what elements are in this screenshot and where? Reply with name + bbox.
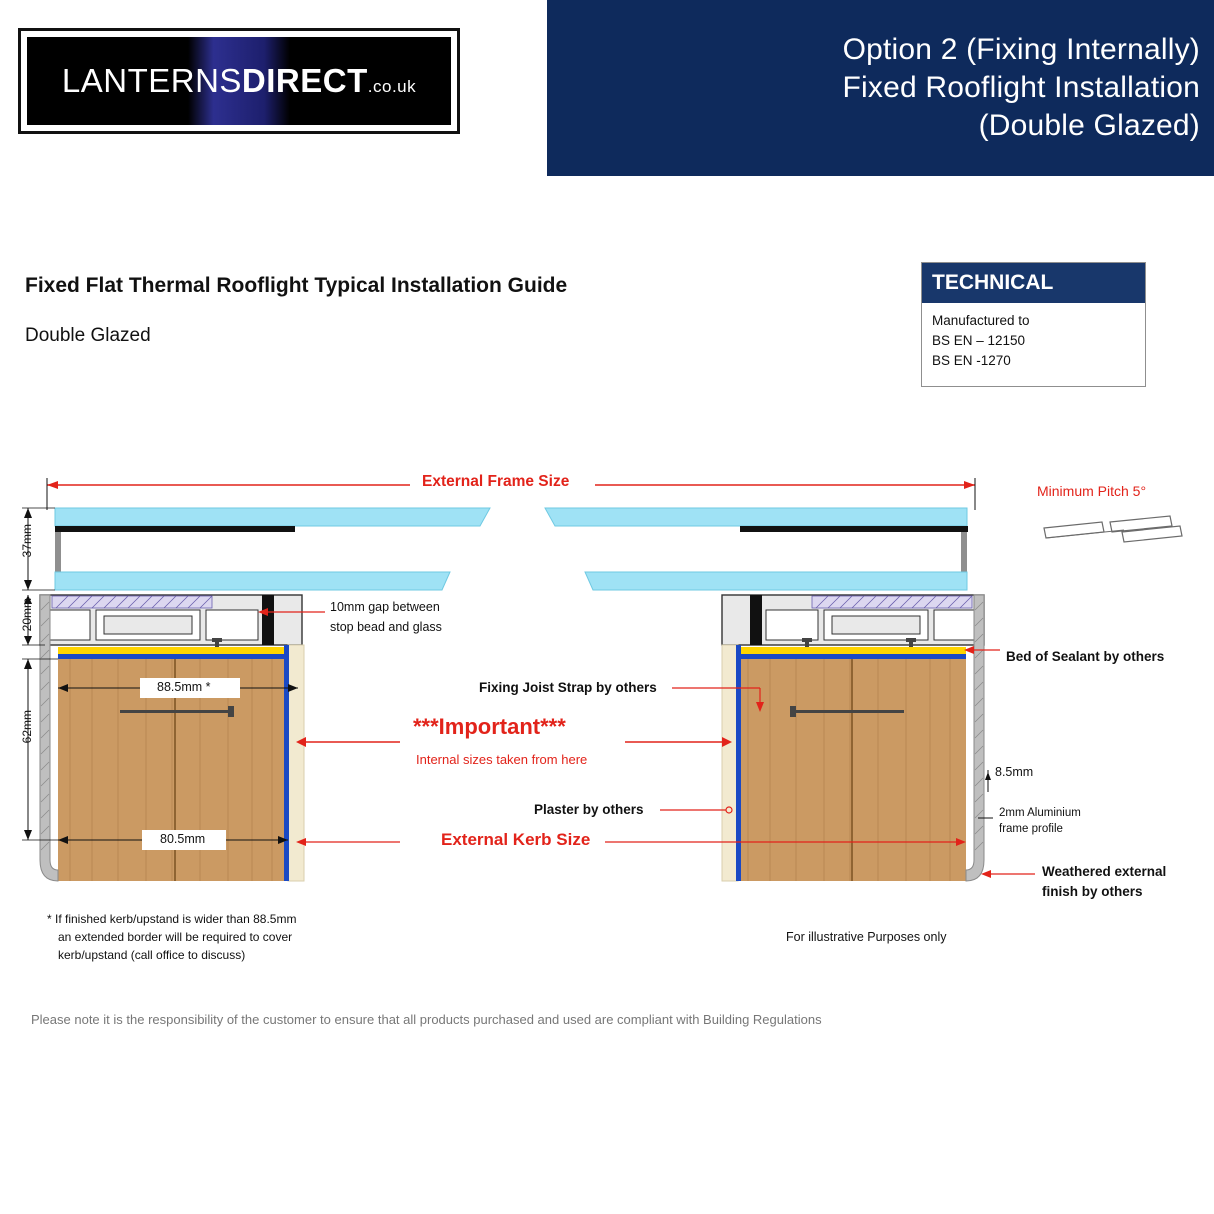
label-weathered-line1: Weathered external <box>1042 864 1167 879</box>
brand-logo <box>18 28 460 134</box>
header-title-bar <box>547 0 1214 176</box>
header-title-line-1: Option 2 (Fixing Internally) <box>842 33 1200 66</box>
kerb-footnote <box>47 910 296 964</box>
page-subtitle: Double Glazed <box>25 325 151 346</box>
technical-line-3: BS EN -1270 <box>932 353 1011 368</box>
label-fixing-joist-strap: Fixing Joist Strap by others <box>479 680 657 695</box>
header-title-line-2: Fixed Rooflight Installation <box>842 71 1200 104</box>
kerb-footnote-line-1: * If finished kerb/upstand is wider than 88.5mm <box>47 912 297 926</box>
label-weathered-line2: finish by others <box>1042 884 1143 899</box>
label-important-subtitle: Internal sizes taken from here <box>416 752 588 767</box>
dim-8-5mm: 8.5mm <box>995 765 1034 779</box>
dim-20mm: 20mm <box>20 598 34 632</box>
label-alu-profile-line2: frame profile <box>999 823 1063 835</box>
label-minimum-pitch: Minimum Pitch 5° <box>1037 483 1147 499</box>
technical-line-2: BS EN – 12150 <box>932 333 1026 348</box>
illustrative-note: For illustrative Purposes only <box>786 930 947 944</box>
brand-logo-inner <box>27 37 451 125</box>
technical-box <box>921 262 1146 387</box>
dim-37mm: 37mm <box>20 524 34 558</box>
diagram-svg <box>0 440 1214 960</box>
technical-line-1: Manufactured to <box>932 313 1030 328</box>
label-alu-profile-line1: 2mm Aluminium <box>999 807 1081 819</box>
label-gap-note-line1: 10mm gap between <box>330 600 440 614</box>
label-gap-note-line2: stop bead and glass <box>330 620 442 634</box>
label-bed-of-sealant: Bed of Sealant by others <box>1006 649 1165 664</box>
brand-logo-text <box>62 62 416 100</box>
page-title: Fixed Flat Thermal Rooflight Typical Installation Guide <box>25 274 568 297</box>
dim-62mm: 62mm <box>20 710 34 744</box>
technical-body <box>922 303 1145 379</box>
kerb-footnote-line-3: kerb/upstand (call office to discuss) <box>58 948 246 962</box>
dim-80-5mm: 80.5mm <box>160 832 206 846</box>
label-important-title: ***Important*** <box>413 714 566 739</box>
brand-suffix: .co.uk <box>367 77 417 96</box>
kerb-footnote-line-2: an extended border will be required to cover <box>58 930 293 944</box>
brand-word-direct: DIRECT <box>241 62 368 99</box>
installation-diagram <box>0 440 1214 960</box>
label-plaster-by-others: Plaster by others <box>534 802 644 817</box>
label-external-kerb-size: External Kerb Size <box>441 830 591 849</box>
technical-heading: TECHNICAL <box>922 263 1145 303</box>
header-title-line-3: (Double Glazed) <box>978 109 1200 142</box>
label-external-frame-size: External Frame Size <box>422 473 570 490</box>
brand-word-lanterns: LANTERNS <box>61 62 242 99</box>
dim-88-5mm: 88.5mm * <box>157 680 211 694</box>
building-regs-disclaimer: Please note it is the responsibility of the customer to ensure that all products purchased and used are compliant with Building Regulations <box>31 1012 822 1027</box>
